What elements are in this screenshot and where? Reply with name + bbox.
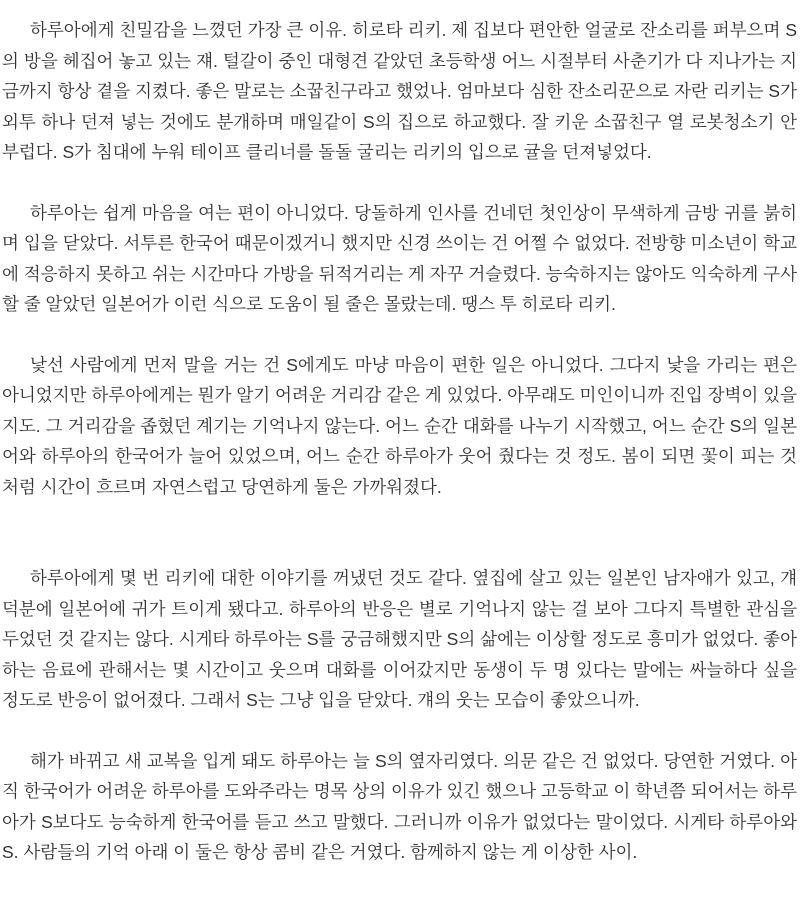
paragraph-1: 하루아에게 친밀감을 느꼈던 가장 큰 이유. 히로타 리키. 제 집보다 편안한 얼굴로 잔소리를 퍼부으며 S의 방을 헤집어 놓고 있는 쟤. 털갈이 중인 대형견 같았던 초등학생 어느 시절부터 사춘기가 다 지나가는 지금까지 항상 곁을 지켰다. 좋은 말로는 소꿉친구라고 했었나. 엄마보다 심한 잔소리꾼으로 자란 리키는 S가 외투 하나 던져 넣는 것에도 분개하며 매일같이 S의 집으로 하교했다. 잘 키운 소꿉친구 열 로봇청소기 안 부럽다. S가 침대에 누워 테이프 클리너를 돌돌 굴리는 리키의 입으로 귤을 던져넣었다. — [2, 20, 797, 162]
paragraph-5: 해가 바뀌고 새 교복을 입게 돼도 하루아는 늘 S의 옆자리였다. 의문 같은 건 없었다. 당연한 거였다. 아직 한국어가 어려운 하루아를 도와주라는 명목 상의 이유가 있긴 했으나 고등학교 이 학년쯤 되어서는 하루아가 S보다도 능숙하게 한국어를 듣고 쓰고 말했다. 그러니까 이유가 없었다는 말이었다. 시게타 하루아와 S. 사람들의 기억 아래 이 둘은 항상 콤비 같은 거였다. 함께하지 않는 게 이상한 사이. — [2, 750, 797, 862]
paragraph-2: 하루아는 쉽게 마음을 여는 편이 아니었다. 당돌하게 인사를 건네던 첫인상이 무색하게 금방 귀를 붉히며 입을 닫았다. 서투른 한국어 때문이겠거니 했지만 신경 쓰이는 건 어쩔 수 없었다. 전방향 미소년이 학교에 적응하지 못하고 쉬는 시간마다 가방을 뒤적거리는 게 자꾸 거슬렸다. 능숙하지는 않아도 익숙하게 구사할 줄 알았던 일본어가 이런 식으로 도움이 될 줄은 몰랐는데. 땡스 투 히로타 리키. — [2, 202, 797, 314]
paragraph-4: 하루아에게 몇 번 리키에 대한 이야기를 꺼냈던 것도 같다. 옆집에 살고 있는 일본인 남자애가 있고, 걔 덕분에 일본어에 귀가 트이게 됐다고. 하루아의 반응은 별로 기억나지 않는 걸 보아 그다지 특별한 관심을 두었던 것 같지는 않다. 시게타 하루아는 S를 궁금해했지만 S의 삶에는 이상할 정도로 흥미가 없었다. 좋아하는 음료에 관해서는 몇 시간이고 웃으며 대화를 이어갔지만 동생이 두 명 있다는 말에는 싸늘하다 싶을 정도로 반응이 없어졌다. 그래서 S는 그냥 입을 닫았다. 걔의 웃는 모습이 좋았으니까. — [2, 568, 797, 710]
paragraph-3: 낯선 사람에게 먼저 말을 거는 건 S에게도 마냥 마음이 편한 일은 아니었다. 그다지 낯을 가리는 편은 아니었지만 하루아에게는 뭔가 알기 어려운 거리감 같은 게 있었다. 아무래도 미인이니까 진입 장벽이 있을지도. 그 거리감을 좁혔던 계기는 기억나지 않는다. 어느 순간 대화를 나누기 시작했고, 어느 순간 S의 일본어와 하루아의 한국어가 늘어 있었으며, 어느 순간 하루아가 웃어 줬다는 것 정도. 봄이 되면 꽃이 피는 것처럼 시간이 흐르며 자연스럽고 당연하게 둘은 가까워졌다. — [2, 354, 797, 497]
